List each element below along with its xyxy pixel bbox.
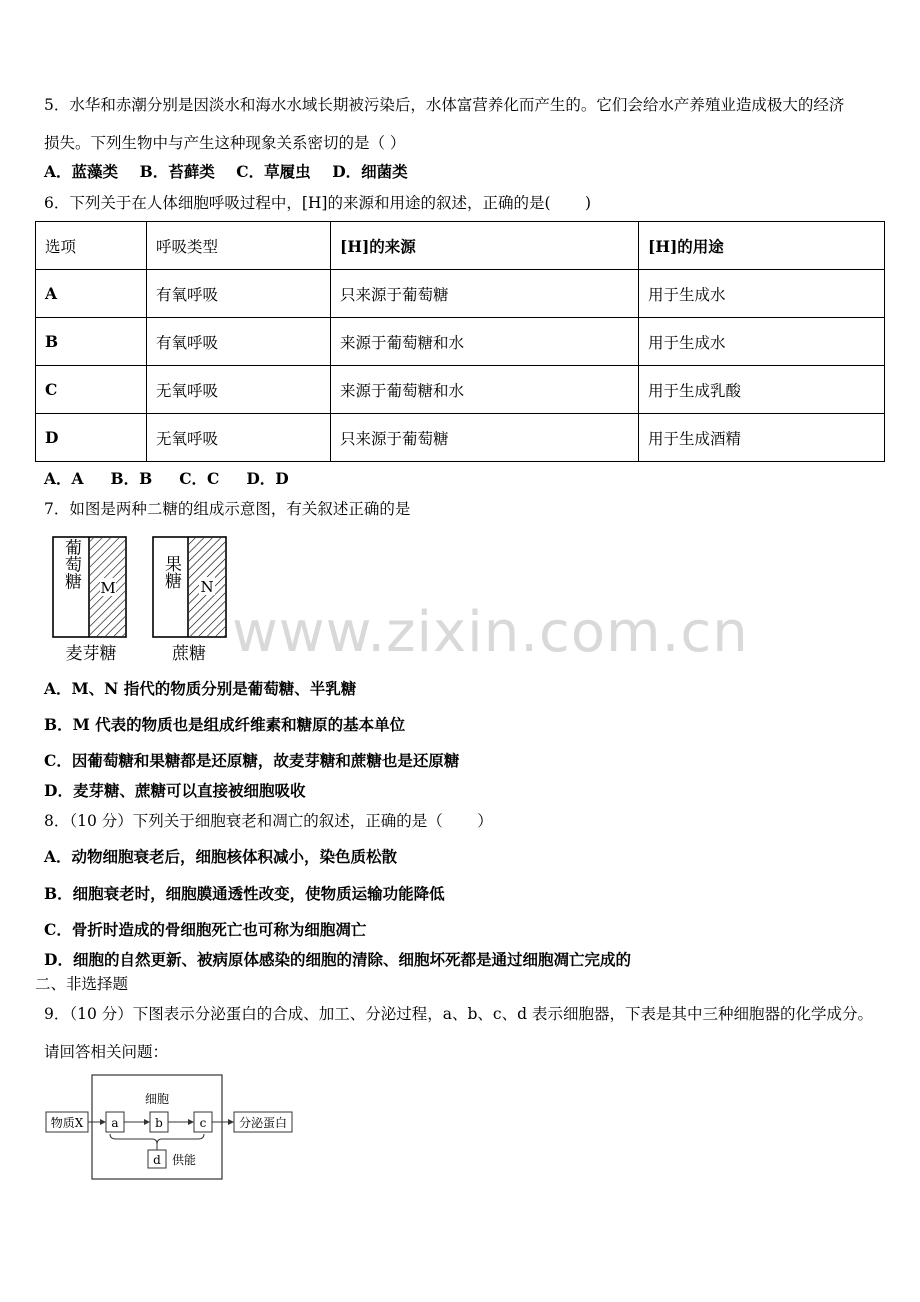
cell-label: 细胞	[144, 1092, 170, 1106]
table-row	[36, 270, 885, 318]
watermark: www.zixin.com.cn	[232, 600, 749, 665]
energy-label: 供能	[172, 1153, 197, 1167]
disaccharide-diagram	[48, 532, 238, 667]
table-cell: B	[36, 318, 147, 366]
table-cell: 用于生成酒精	[639, 414, 885, 462]
n-label: N	[200, 578, 214, 596]
fructose-label: 果糖	[161, 555, 181, 589]
organelle-a: a	[111, 1116, 119, 1130]
q8-option-a: A．动物细胞衰老后，细胞核体积减小，染色质松散	[44, 847, 398, 866]
table-row	[36, 414, 885, 462]
table-cell: 只来源于葡萄糖	[331, 414, 639, 462]
table-cell: 用于生成乳酸	[639, 366, 885, 414]
organelle-c: c	[199, 1116, 207, 1130]
table-cell: 无氧呼吸	[147, 414, 331, 462]
q8-option-c: C．骨折时造成的骨细胞死亡也可称为细胞凋亡	[44, 920, 367, 939]
table-cell: A	[36, 270, 147, 318]
q9-stem-line1: 9．（10 分）下图表示分泌蛋白的合成、加工、分泌过程，a、b、c、d 表示细胞器，下表是其中三种细胞器的化学成分。	[44, 1005, 873, 1023]
table-header-cell: [H]的用途	[639, 222, 885, 270]
m-label: M	[100, 579, 116, 597]
table-cell: 有氧呼吸	[147, 270, 331, 318]
respiration-table	[35, 221, 885, 462]
q7-option-c: C．因葡萄糖和果糖都是还原糖，故麦芽糖和蔗糖也是还原糖	[44, 751, 460, 770]
q7-stem: 7．如图是两种二糖的组成示意图，有关叙述正确的是	[44, 500, 411, 518]
q8-option-d: D．细胞的自然更新、被病原体感染的细胞的清除、细胞坏死都是通过细胞凋亡完成的	[44, 950, 631, 969]
q7-option-a: A．M、N 指代的物质分别是葡萄糖、半乳糖	[44, 679, 357, 698]
q6-stem: 6．下列关于在人体细胞呼吸过程中，[H]的来源和用途的叙述，正确的是( )	[44, 194, 592, 212]
substance-x-label: 物质X	[50, 1116, 84, 1130]
q8-stem: 8．（10 分）下列关于细胞衰老和凋亡的叙述，正确的是（ ）	[44, 812, 493, 830]
organelle-b: b	[155, 1116, 163, 1130]
table-cell: 有氧呼吸	[147, 318, 331, 366]
q5-stem-line1: 5．水华和赤潮分别是因淡水和海水水域长期被污染后，水体富营养化而产生的。它们会给水产养殖业造成极大的经济	[44, 96, 845, 114]
table-cell: 用于生成水	[639, 270, 885, 318]
q9-stem-line2: 请回答相关问题：	[44, 1043, 169, 1061]
table-row	[36, 318, 885, 366]
q6-options: A．A B．B C．C D．D	[44, 469, 289, 488]
table-cell: 用于生成水	[639, 318, 885, 366]
maltose-caption: 麦芽糖	[65, 644, 117, 664]
table-cell: 无氧呼吸	[147, 366, 331, 414]
glucose-label: 葡萄糖	[61, 538, 81, 590]
table-header-cell: [H]的来源	[331, 222, 639, 270]
table-cell: 来源于葡萄糖和水	[331, 366, 639, 414]
q7-option-b: B．M 代表的物质也是组成纤维素和糖原的基本单位	[44, 715, 406, 734]
q8-option-b: B．细胞衰老时，细胞膜通透性改变，使物质运输功能降低	[44, 884, 445, 903]
q5-stem-line2: 损失。下列生物中与产生这种现象关系密切的是（ ）	[44, 134, 406, 152]
table-cell: C	[36, 366, 147, 414]
table-row	[36, 366, 885, 414]
secretory-protein-label: 分泌蛋白	[238, 1116, 288, 1130]
secretory-protein-diagram	[44, 1072, 296, 1184]
table-header-cell: 呼吸类型	[147, 222, 331, 270]
q7-option-d: D．麦芽糖、蔗糖可以直接被细胞吸收	[44, 781, 306, 800]
table-header-cell: 选项	[36, 222, 147, 270]
organelle-d: d	[153, 1153, 161, 1167]
q5-options: A．蓝藻类 B．苔藓类 C．草履虫 D．细菌类	[44, 162, 408, 181]
table-header-row	[36, 222, 885, 270]
section-heading: 二、非选择题	[35, 975, 129, 993]
sucrose-caption: 蔗糖	[172, 644, 206, 664]
table-cell: 只来源于葡萄糖	[331, 270, 639, 318]
table-cell: D	[36, 414, 147, 462]
table-cell: 来源于葡萄糖和水	[331, 318, 639, 366]
